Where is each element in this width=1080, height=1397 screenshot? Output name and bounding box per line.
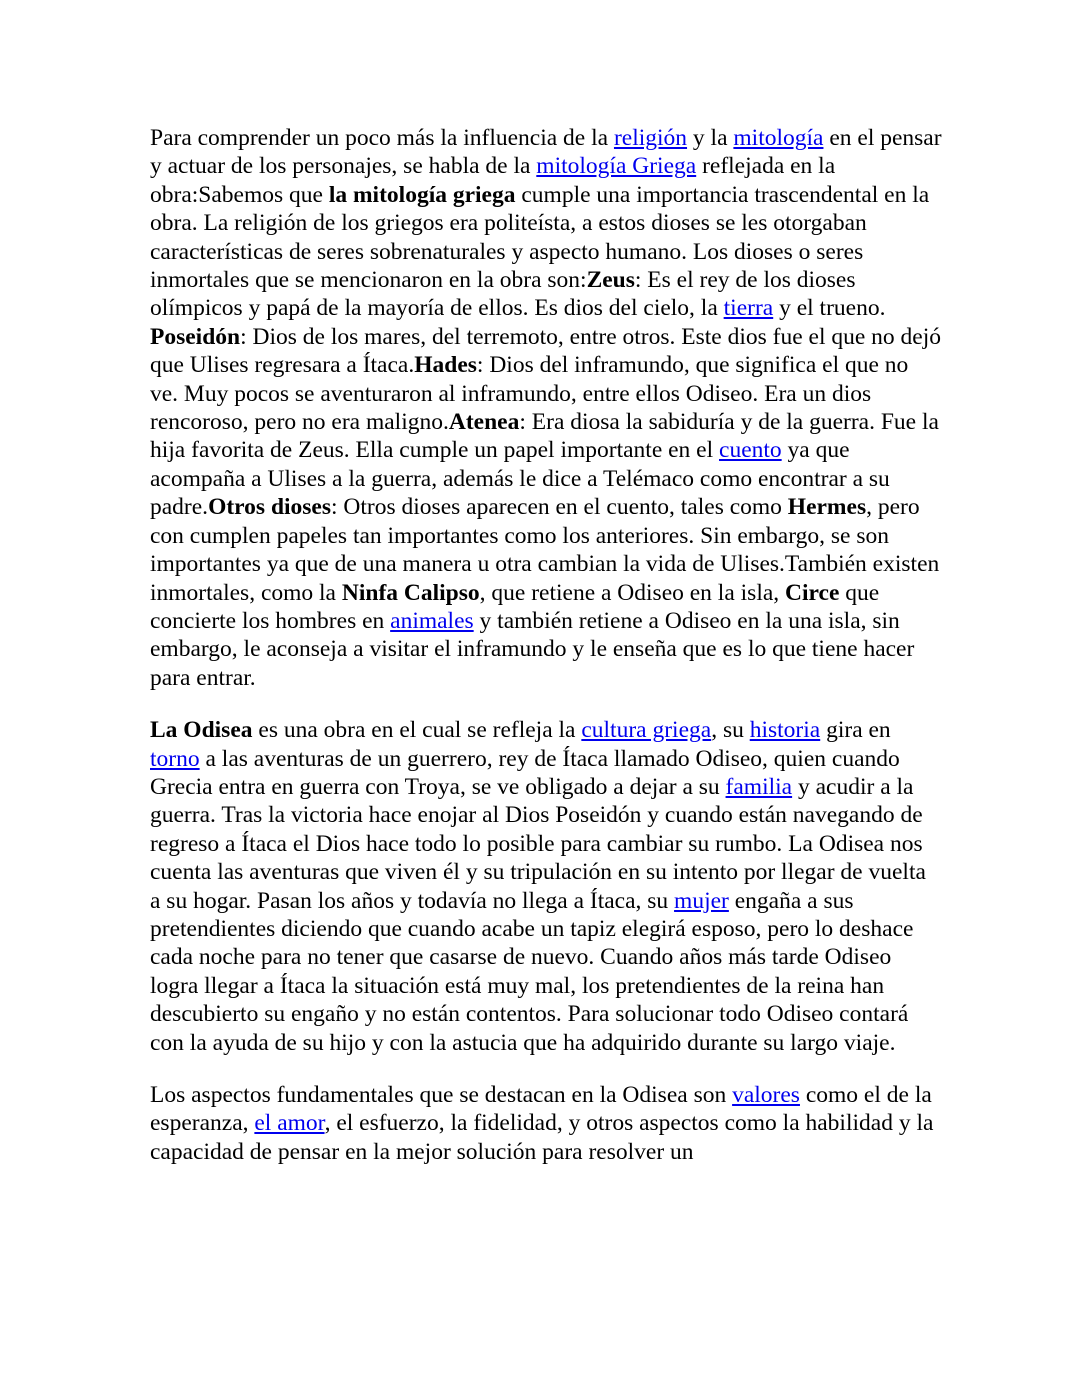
body-text: : Otros dioses aparecen en el cuento, tales como — [331, 494, 788, 521]
body-text: y acudir a la guerra. Tras la victoria hace enojar al Dios Poseidón y cuando están navegando de regreso a Ítaca el Dios hace todo lo posible para cambiar su rumbo. La Odisea nos cuenta las aventuras que viven él y su tripulación en su intento por llegar de vuelta a su hogar. Pasan los años y todavía no llega a Ítaca, su — [150, 773, 926, 914]
hyperlink[interactable]: torno — [150, 745, 200, 772]
body-text: : Era diosa la sabiduría y de la guerra. Fue la hija favorita de Zeus. Ella cumple un papel importante en el — [150, 409, 939, 464]
bold-term: La Odisea — [150, 717, 253, 744]
body-text: en el pensar y actuar de los personajes, se habla de la — [150, 125, 942, 180]
body-text: , su — [711, 717, 750, 744]
body-text: engaña a sus pretendientes diciendo que cuando acabe un tapiz elegirá esposo, pero lo deshace cada noche para no tener que casarse de nuevo. Cuando años más tarde Odiseo logra llegar a Ítaca la situación está muy mal, los pretendientes de la reina han descubierto su engaño y no están contentos. Para solucionar todo Odiseo contará con la ayuda de su hijo y con la astucia que ha adquirido durante su largo viaje. — [150, 887, 914, 1056]
bold-term: Hades — [414, 352, 477, 379]
body-text: gira en — [820, 717, 891, 744]
body-text: , pero con cumplen papeles tan importantes como los anteriores. Sin embargo, se son importantes ya que de una manera u otra cambian la vida de Ulises.También existen inmortales, como la — [150, 494, 940, 606]
hyperlink[interactable]: tierra — [723, 295, 774, 322]
bold-term: Poseidón — [150, 323, 241, 350]
body-text: y el trueno. — [773, 295, 886, 322]
hyperlink[interactable]: religión — [613, 125, 688, 151]
hyperlink[interactable]: mitología Griega — [536, 153, 697, 180]
bold-term: Otros dioses — [208, 494, 332, 521]
bold-term: Zeus — [586, 267, 635, 294]
body-text: cumple una importancia trascendental en la obra. La religión de los griegos era politeísta, a estos dioses se les otorgaban características de seres sobrenaturales y aspecto humano. Los dioses o seres inmortales que se mencionaron en la obra son: — [150, 181, 930, 294]
body-text: , el esfuerzo, la fidelidad, y otros aspectos como la habilidad y la capacidad de pensar en la mejor solución para resolver un — [150, 1110, 934, 1165]
hyperlink[interactable]: el amor — [254, 1110, 325, 1137]
body-text: reflejada en la obra:Sabemos que — [150, 153, 836, 208]
body-text: : Es el rey de los dioses olímpicos y papá de la mayoría de ellos. Es dios del cielo, la — [150, 267, 856, 322]
hyperlink[interactable]: cultura griega — [581, 717, 712, 744]
hyperlink[interactable]: valores — [732, 1082, 800, 1108]
hyperlink[interactable]: animales — [390, 607, 474, 634]
body-text: : Dios de los mares, del terremoto, entre otros. Este dios fue el que no dejó que Ulises regresara a Ítaca. — [150, 323, 942, 379]
bold-term: Ninfa Calipso — [341, 579, 480, 606]
body-text: , que retiene a Odiseo en la isla, — [479, 579, 786, 606]
body-text: como el de la esperanza, — [150, 1082, 932, 1137]
body-text: : Dios del inframundo, que significa el que no ve. Muy pocos se aventuraron al inframundo, entre ellos Odiseo. Era un dios rencoroso, pero no era maligno. — [150, 352, 909, 436]
paragraph — [150, 124, 942, 692]
body-text: Los aspectos fundamentales que se destacan en la Odisea son — [150, 1082, 733, 1108]
body-text: y la — [687, 125, 734, 151]
hyperlink[interactable]: cuento — [719, 437, 782, 464]
paragraph — [150, 716, 942, 1057]
hyperlink[interactable]: familia — [725, 773, 793, 800]
document-page — [150, 124, 942, 1190]
bold-term: Hermes — [787, 494, 867, 521]
bold-term: la mitología griega — [328, 181, 516, 208]
paragraph — [150, 1081, 942, 1166]
body-text: Para comprender un poco más la influencia de la — [150, 125, 614, 151]
body-text: ya que acompaña a Ulises a la guerra, además le dice a Telémaco como encontrar a su padre. — [150, 437, 890, 521]
hyperlink[interactable]: mitología — [733, 125, 824, 151]
body-text: a las aventuras de un guerrero, rey de Ítaca llamado Odiseo, quien cuando Grecia entra en guerra con Troya, se ve obligado a dejar a su — [150, 745, 900, 800]
body-text: y también retiene a Odiseo en la una isla, sin embargo, le aconseja a visitar el inframundo y le enseña que es lo que tiene hacer para entrar. — [150, 607, 915, 691]
hyperlink[interactable]: mujer — [674, 887, 729, 914]
hyperlink[interactable]: historia — [749, 717, 821, 744]
body-text: que concierte los hombres en — [150, 579, 880, 634]
bold-term: Atenea — [448, 409, 520, 436]
bold-term: Circe — [785, 579, 840, 606]
body-text: es una obra en el cual se refleja la — [252, 717, 582, 744]
